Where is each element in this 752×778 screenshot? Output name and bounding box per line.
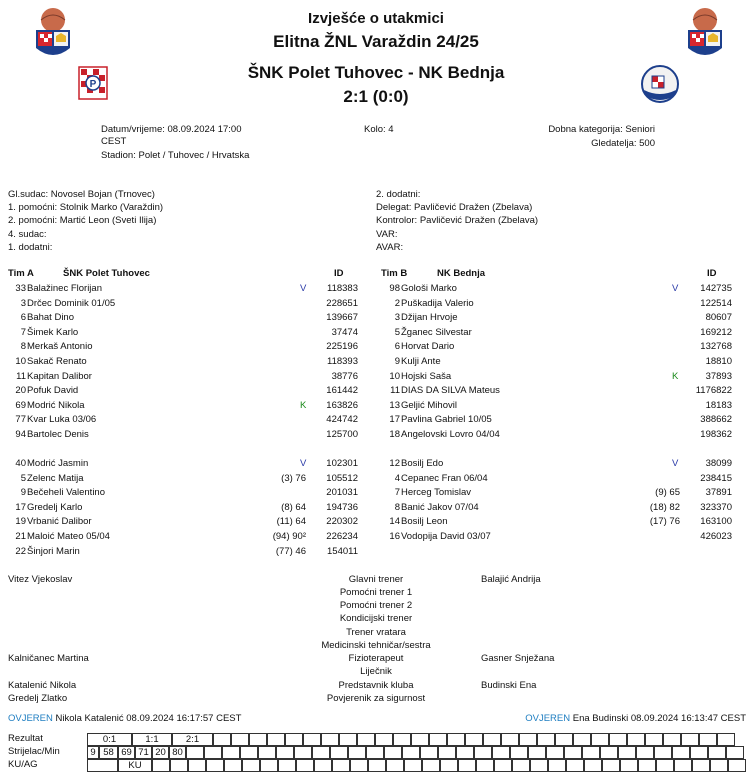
- player-number: 2: [394, 297, 400, 309]
- scorer-cell-empty: [636, 746, 654, 759]
- player-substitution: (77) 46: [275, 545, 306, 557]
- scorer-minute-cell: 69: [118, 746, 135, 759]
- score-cell: 0:1: [87, 733, 132, 746]
- scorer-cell-empty: [528, 746, 546, 759]
- scorer-cell-empty: [690, 746, 708, 759]
- score-cell: 2:1: [172, 733, 213, 746]
- ku-cell-empty: [206, 759, 224, 772]
- verified-tag: OVJEREN: [8, 713, 53, 724]
- player-id: 198362: [700, 429, 732, 440]
- player-number: 16: [389, 531, 400, 542]
- team-b-id-header: ID: [707, 268, 717, 279]
- player-row: [0, 429, 752, 442]
- player-id: 118383: [327, 283, 358, 294]
- player-id: 163826: [326, 399, 358, 411]
- staff-role-label: Liječnik: [360, 666, 392, 677]
- player-number: 9: [394, 356, 400, 367]
- scorer-cell-empty: [204, 746, 222, 759]
- official-avar: AVAR:: [376, 242, 404, 253]
- player-name: Puškadija Valerio: [401, 297, 474, 309]
- player-substitution: (3) 76: [281, 472, 306, 484]
- scorer-cell-empty: [564, 746, 582, 759]
- score-cell-empty: [519, 733, 537, 746]
- player-row: [0, 356, 752, 369]
- player-name: Balažinec Florijan: [27, 283, 102, 294]
- score-cell-empty: [699, 733, 717, 746]
- score-cell-empty: [681, 733, 699, 746]
- player-name: Kulji Ante: [401, 356, 441, 367]
- player-id: 37474: [331, 326, 358, 338]
- ku-cell-empty: [152, 759, 170, 772]
- ku-cell-empty: [530, 759, 548, 772]
- scorer-cell-empty: [582, 746, 600, 759]
- score-cell-empty: [591, 733, 609, 746]
- player-row: [0, 298, 752, 311]
- player-number: 5: [394, 326, 400, 338]
- report-title: Izvješće o utakmici: [308, 10, 444, 27]
- player-substitution: (8) 64: [281, 501, 306, 513]
- staff-role-label: Glavni trener: [348, 574, 404, 585]
- player-role-mark: V: [300, 283, 307, 294]
- player-id: 18810: [705, 356, 732, 367]
- team-a-head-coach: Vitez Vjekoslav: [8, 574, 73, 585]
- scorer-cell-empty: [240, 746, 258, 759]
- player-id: 118393: [327, 356, 358, 367]
- player-number: 77: [15, 414, 26, 426]
- player-number: 5: [20, 472, 26, 484]
- match-stadium: Stadion: Polet / Tuhovec / Hrvatska: [101, 150, 250, 161]
- scorer-minute-cell: 71: [135, 746, 152, 759]
- player-name: Merkaš Antonio: [27, 341, 93, 353]
- scorer-cell-empty: [492, 746, 510, 759]
- ku-cell-empty: [386, 759, 404, 772]
- ku-cell-empty: [170, 759, 188, 772]
- player-number: 19: [15, 516, 26, 528]
- ku-cell-empty: [188, 759, 206, 772]
- ku-cell-empty: [512, 759, 530, 772]
- ku-cell-empty: [656, 759, 674, 772]
- ku-cell-empty: [476, 759, 494, 772]
- player-name: Herceg Tomislav: [401, 487, 472, 499]
- score-cell-empty: [573, 733, 591, 746]
- player-id: 80607: [705, 312, 732, 324]
- player-name: Kvar Luka 03/06: [27, 414, 97, 426]
- player-id: 37893: [705, 370, 732, 382]
- player-name: Vodopija David 03/07: [401, 531, 491, 542]
- official-assistant-1: 1. pomoćni: Stolnik Marko (Varaždin): [8, 202, 164, 213]
- verification-left: [8, 713, 241, 724]
- ku-cell-empty: [422, 759, 440, 772]
- player-number: 6: [394, 341, 400, 353]
- player-name: Žganec Silvestar: [401, 326, 472, 338]
- player-name: Bartolec Denis: [27, 429, 89, 440]
- player-id: 122514: [700, 297, 732, 309]
- player-number: 8: [394, 501, 400, 513]
- player-id: 220302: [326, 516, 358, 528]
- player-row: [0, 385, 752, 398]
- player-row: [0, 458, 752, 471]
- scorer-minute-cell: 58: [99, 746, 118, 759]
- official-controller: Kontrolor: Pavličević Dražen (Zbelava): [376, 215, 539, 226]
- ku-cell-empty: [710, 759, 728, 772]
- player-number: 13: [389, 399, 400, 411]
- score-cell-empty: [213, 733, 231, 746]
- player-number: 21: [15, 531, 26, 542]
- ku-cell-empty: [404, 759, 422, 772]
- player-number: 17: [15, 501, 26, 513]
- score-cell-empty: [663, 733, 681, 746]
- player-role-mark: V: [300, 458, 307, 469]
- age-category: Dobna kategorija: Seniori: [548, 124, 655, 135]
- verification-left-text: Nikola Katalenić 08.09.2024 16:17:57 CEST: [55, 713, 242, 724]
- score-cell-empty: [501, 733, 519, 746]
- ku-cell-empty: [278, 759, 296, 772]
- official-fourth: 4. sudac:: [8, 229, 47, 240]
- player-substitution: (9) 65: [655, 487, 680, 499]
- scorer-cell-empty: [294, 746, 312, 759]
- player-name: Drčec Dominik 01/05: [27, 297, 116, 309]
- player-name: Geljić Mihovil: [401, 399, 457, 411]
- player-number: 12: [389, 458, 400, 469]
- match-title: ŠNK Polet Tuhovec - NK Bednja: [247, 63, 505, 82]
- player-row: [0, 487, 752, 500]
- scorer-cell-empty: [456, 746, 474, 759]
- ku-cell-empty: [692, 759, 710, 772]
- scorer-cell-empty: [186, 746, 204, 759]
- player-name: Banić Jakov 07/04: [401, 501, 479, 513]
- player-name: Hojski Saša: [401, 370, 452, 382]
- staff-role-label: Povjerenik za sigurnost: [326, 693, 426, 704]
- official-referee: Gl.sudac: Novosel Bojan (Trnovec): [8, 189, 155, 200]
- scorer-cell-empty: [708, 746, 726, 759]
- score-cell-empty: [285, 733, 303, 746]
- scorer-cell-empty: [672, 746, 690, 759]
- ku-cell: KU: [118, 759, 152, 772]
- team-b-name: NK Bednja: [437, 268, 486, 279]
- player-id: 194736: [326, 501, 358, 513]
- verified-tag: OVJEREN: [525, 713, 571, 724]
- player-id: 18183: [705, 399, 732, 411]
- ku-cell-empty: [548, 759, 566, 772]
- player-number: 3: [394, 312, 400, 324]
- ku-cell-empty: [87, 759, 118, 772]
- match-score: 2:1 (0:0): [343, 87, 409, 106]
- scorer-cell-empty: [384, 746, 402, 759]
- player-substitution: (17) 76: [649, 516, 680, 528]
- player-id: 161442: [326, 385, 358, 397]
- ku-cell-empty: [458, 759, 476, 772]
- player-id: 102301: [326, 458, 358, 469]
- player-name: Modrić Jasmin: [27, 458, 89, 469]
- player-id: 1176822: [695, 385, 732, 397]
- scorer-cell-empty: [330, 746, 348, 759]
- player-id: 388662: [700, 414, 732, 426]
- official-delegate: Delegat: Pavličević Dražen (Zbelava): [376, 202, 533, 213]
- scorer-cell-empty: [600, 746, 618, 759]
- official-assistant-2: 2. pomoćni: Martić Leon (Sveti Ilija): [8, 215, 157, 226]
- verification-right: [525, 713, 746, 724]
- score-cell-empty: [303, 733, 321, 746]
- score-cell-empty: [267, 733, 285, 746]
- result-row-label: KU/AG: [8, 759, 38, 770]
- scorer-cell-empty: [312, 746, 330, 759]
- player-number: 18: [389, 429, 400, 440]
- scorer-cell-empty: [510, 746, 528, 759]
- official-additional-2: 2. dodatni:: [376, 189, 421, 200]
- player-name: Bosilj Leon: [401, 516, 448, 528]
- score-cell-empty: [411, 733, 429, 746]
- player-number: 94: [15, 429, 26, 440]
- player-role-mark: V: [672, 458, 679, 469]
- ku-cell-empty: [674, 759, 692, 772]
- player-id: 201031: [326, 487, 358, 499]
- ku-cell-empty: [728, 759, 746, 772]
- score-cell-empty: [393, 733, 411, 746]
- score-cell-empty: [717, 733, 735, 746]
- player-id: 38099: [705, 458, 732, 469]
- player-number: 98: [389, 283, 400, 294]
- score-cell-empty: [447, 733, 465, 746]
- scorer-cell-empty: [276, 746, 294, 759]
- player-name: DIAS DA SILVA Mateus: [401, 385, 500, 397]
- score-cell-empty: [465, 733, 483, 746]
- scorer-cell-empty: [618, 746, 636, 759]
- player-row: [0, 341, 752, 354]
- player-row: [0, 516, 752, 529]
- player-id: 105512: [326, 472, 358, 484]
- score-cell: 1:1: [132, 733, 172, 746]
- staff-role-label: Fizioterapeut: [348, 653, 404, 664]
- player-row: [0, 327, 752, 340]
- ku-cell-empty: [602, 759, 620, 772]
- player-name: Cepanec Fran 06/04: [401, 472, 488, 484]
- result-row-label: Strijelac/Min: [8, 746, 60, 757]
- player-name: Bečeheli Valentino: [27, 487, 105, 499]
- player-row: [0, 400, 752, 413]
- player-name: Kapitan Dalibor: [27, 370, 92, 382]
- scorer-cell-empty: [726, 746, 744, 759]
- staff-role-label: Kondicijski trener: [339, 613, 413, 624]
- player-number: 8: [20, 341, 26, 353]
- player-name: Gološi Marko: [401, 283, 457, 294]
- team-b-label: Tim B: [381, 268, 408, 279]
- player-role-mark: V: [672, 283, 679, 294]
- player-name: Horvat Dario: [401, 341, 455, 353]
- player-number: 7: [394, 487, 400, 499]
- player-id: 426023: [700, 531, 732, 542]
- player-number: 33: [15, 283, 26, 294]
- player-name: Sakač Renato: [27, 356, 87, 367]
- team-b-club-rep: Budinski Ena: [481, 680, 537, 691]
- team-a-security: Gredelj Zlatko: [8, 693, 68, 704]
- player-number: 10: [15, 356, 26, 367]
- scorer-cell-empty: [420, 746, 438, 759]
- ku-cell-empty: [494, 759, 512, 772]
- team-b-head-coach: Balajić Andrija: [481, 574, 541, 585]
- score-cell-empty: [645, 733, 663, 746]
- score-cell-empty: [627, 733, 645, 746]
- player-name: Angelovski Lovro 04/04: [401, 429, 500, 440]
- scorer-cell-empty: [402, 746, 420, 759]
- player-id: 154011: [327, 545, 358, 557]
- team-a-physio: Kalničanec Martina: [8, 653, 89, 664]
- player-name: Džijan Hrvoje: [401, 312, 458, 324]
- player-id: 238415: [700, 472, 732, 484]
- player-name: Šinjori Marin: [27, 545, 80, 557]
- match-timezone: CEST: [101, 136, 127, 147]
- staff-role-label: Medicinski tehničar/sestra: [321, 640, 431, 651]
- player-substitution: (18) 82: [649, 501, 680, 513]
- ku-cell-empty: [350, 759, 368, 772]
- ku-cell-empty: [584, 759, 602, 772]
- team-a-club-rep: Katalenić Nikola: [8, 680, 77, 691]
- ku-cell-empty: [296, 759, 314, 772]
- player-number: 17: [389, 414, 400, 426]
- player-role-mark: K: [300, 399, 307, 411]
- player-id: 38776: [331, 370, 358, 382]
- scorer-minute-cell: 80: [169, 746, 186, 759]
- scorer-cell-empty: [474, 746, 492, 759]
- team-a-label: Tim A: [8, 268, 34, 279]
- score-cell-empty: [357, 733, 375, 746]
- player-row: [0, 531, 752, 544]
- player-id: 226234: [326, 531, 358, 542]
- score-cell-empty: [375, 733, 393, 746]
- staff-role-label: Trener vratara: [346, 627, 406, 638]
- ku-cell-empty: [242, 759, 260, 772]
- player-number: 6: [20, 312, 26, 324]
- verification-right-text: Ena Budinski 08.09.2024 16:13:47 CEST: [572, 713, 746, 724]
- team-a-id-header: ID: [334, 268, 344, 279]
- ku-cell-empty: [332, 759, 350, 772]
- player-id: 169212: [700, 326, 732, 338]
- player-number: 11: [390, 385, 400, 397]
- player-substitution: (94) 90²: [272, 531, 306, 542]
- league-title: Elitna ŽNL Varaždin 24/25: [273, 32, 479, 51]
- result-row-label: Rezultat: [8, 733, 43, 744]
- match-datetime: Datum/vrijeme: 08.09.2024 17:00: [101, 124, 242, 135]
- ku-cell-empty: [260, 759, 278, 772]
- score-cell-empty: [537, 733, 555, 746]
- score-cell-empty: [483, 733, 501, 746]
- scorer-cell-empty: [258, 746, 276, 759]
- score-cell-empty: [609, 733, 627, 746]
- team-a-name: ŠNK Polet Tuhovec: [63, 268, 150, 279]
- player-number: 7: [20, 326, 26, 338]
- player-name: Pofuk David: [27, 385, 79, 397]
- player-row: [0, 546, 752, 559]
- player-substitution: (11) 64: [276, 516, 306, 528]
- official-var: VAR:: [376, 229, 398, 240]
- ku-cell-empty: [368, 759, 386, 772]
- scorer-cell-empty: [348, 746, 366, 759]
- player-id: 323370: [700, 501, 732, 513]
- player-name: Vrbanić Dalibor: [27, 516, 92, 528]
- player-row: [0, 312, 752, 325]
- player-row: [0, 473, 752, 486]
- staff-role-label: Pomoćni trener 2: [339, 600, 413, 611]
- score-cell-empty: [555, 733, 573, 746]
- player-id: 37891: [705, 487, 732, 499]
- player-row: [0, 283, 752, 296]
- team-b-physio: Gasner Snježana: [481, 653, 555, 664]
- player-id: 163100: [700, 516, 732, 528]
- staff-role-label: Pomoćni trener 1: [339, 587, 413, 598]
- score-cell-empty: [339, 733, 357, 746]
- player-name: Bosilj Edo: [401, 458, 444, 469]
- ku-cell-empty: [314, 759, 332, 772]
- player-id: 225196: [326, 341, 358, 353]
- player-name: Gredelj Karlo: [27, 501, 83, 513]
- player-id: 132768: [700, 341, 732, 353]
- player-name: Pavlina Gabriel 10/05: [401, 414, 492, 426]
- ku-cell-empty: [224, 759, 242, 772]
- player-id: 424742: [326, 414, 358, 426]
- official-additional-1: 1. dodatni:: [8, 242, 53, 253]
- scorer-cell-empty: [546, 746, 564, 759]
- scorer-cell-empty: [438, 746, 456, 759]
- score-cell-empty: [429, 733, 447, 746]
- player-number: 69: [15, 399, 26, 411]
- player-row: [0, 502, 752, 515]
- player-name: Šimek Karlo: [27, 326, 79, 338]
- ku-cell-empty: [638, 759, 656, 772]
- player-id: 228651: [326, 297, 358, 309]
- scorer-cell-empty: [654, 746, 672, 759]
- player-name: Maloić Mateo 05/04: [27, 531, 110, 542]
- player-number: 22: [15, 545, 26, 557]
- player-id: 125700: [326, 429, 358, 440]
- svg-text:P: P: [89, 79, 97, 90]
- ku-cell-empty: [620, 759, 638, 772]
- player-id: 139667: [326, 312, 358, 324]
- player-number: 11: [16, 370, 26, 382]
- staff-role-label: Predstavnik kluba: [338, 680, 414, 691]
- scorer-minute-cell: 20: [152, 746, 169, 759]
- player-name: Modrić Nikola: [27, 399, 85, 411]
- player-number: 10: [389, 370, 400, 382]
- ku-cell-empty: [440, 759, 458, 772]
- scorer-minute-cell: 9: [87, 746, 99, 759]
- player-name: Zelenc Matija: [27, 472, 84, 484]
- player-number: 3: [20, 297, 26, 309]
- score-cell-empty: [231, 733, 249, 746]
- player-number: 9: [20, 487, 26, 499]
- scorer-cell-empty: [366, 746, 384, 759]
- player-row: [0, 371, 752, 384]
- player-row: [0, 414, 752, 427]
- player-role-mark: K: [672, 370, 679, 382]
- spectators: Gledatelja: 500: [591, 138, 655, 149]
- ku-cell-empty: [566, 759, 584, 772]
- score-cell-empty: [249, 733, 267, 746]
- player-number: 40: [15, 458, 26, 469]
- player-name: Bahat Dino: [27, 312, 75, 324]
- player-id: 142735: [700, 283, 732, 294]
- player-number: 20: [15, 385, 26, 397]
- player-number: 4: [394, 472, 400, 484]
- player-number: 14: [389, 516, 400, 528]
- scorer-cell-empty: [222, 746, 240, 759]
- match-round: Kolo: 4: [364, 124, 394, 135]
- score-cell-empty: [321, 733, 339, 746]
